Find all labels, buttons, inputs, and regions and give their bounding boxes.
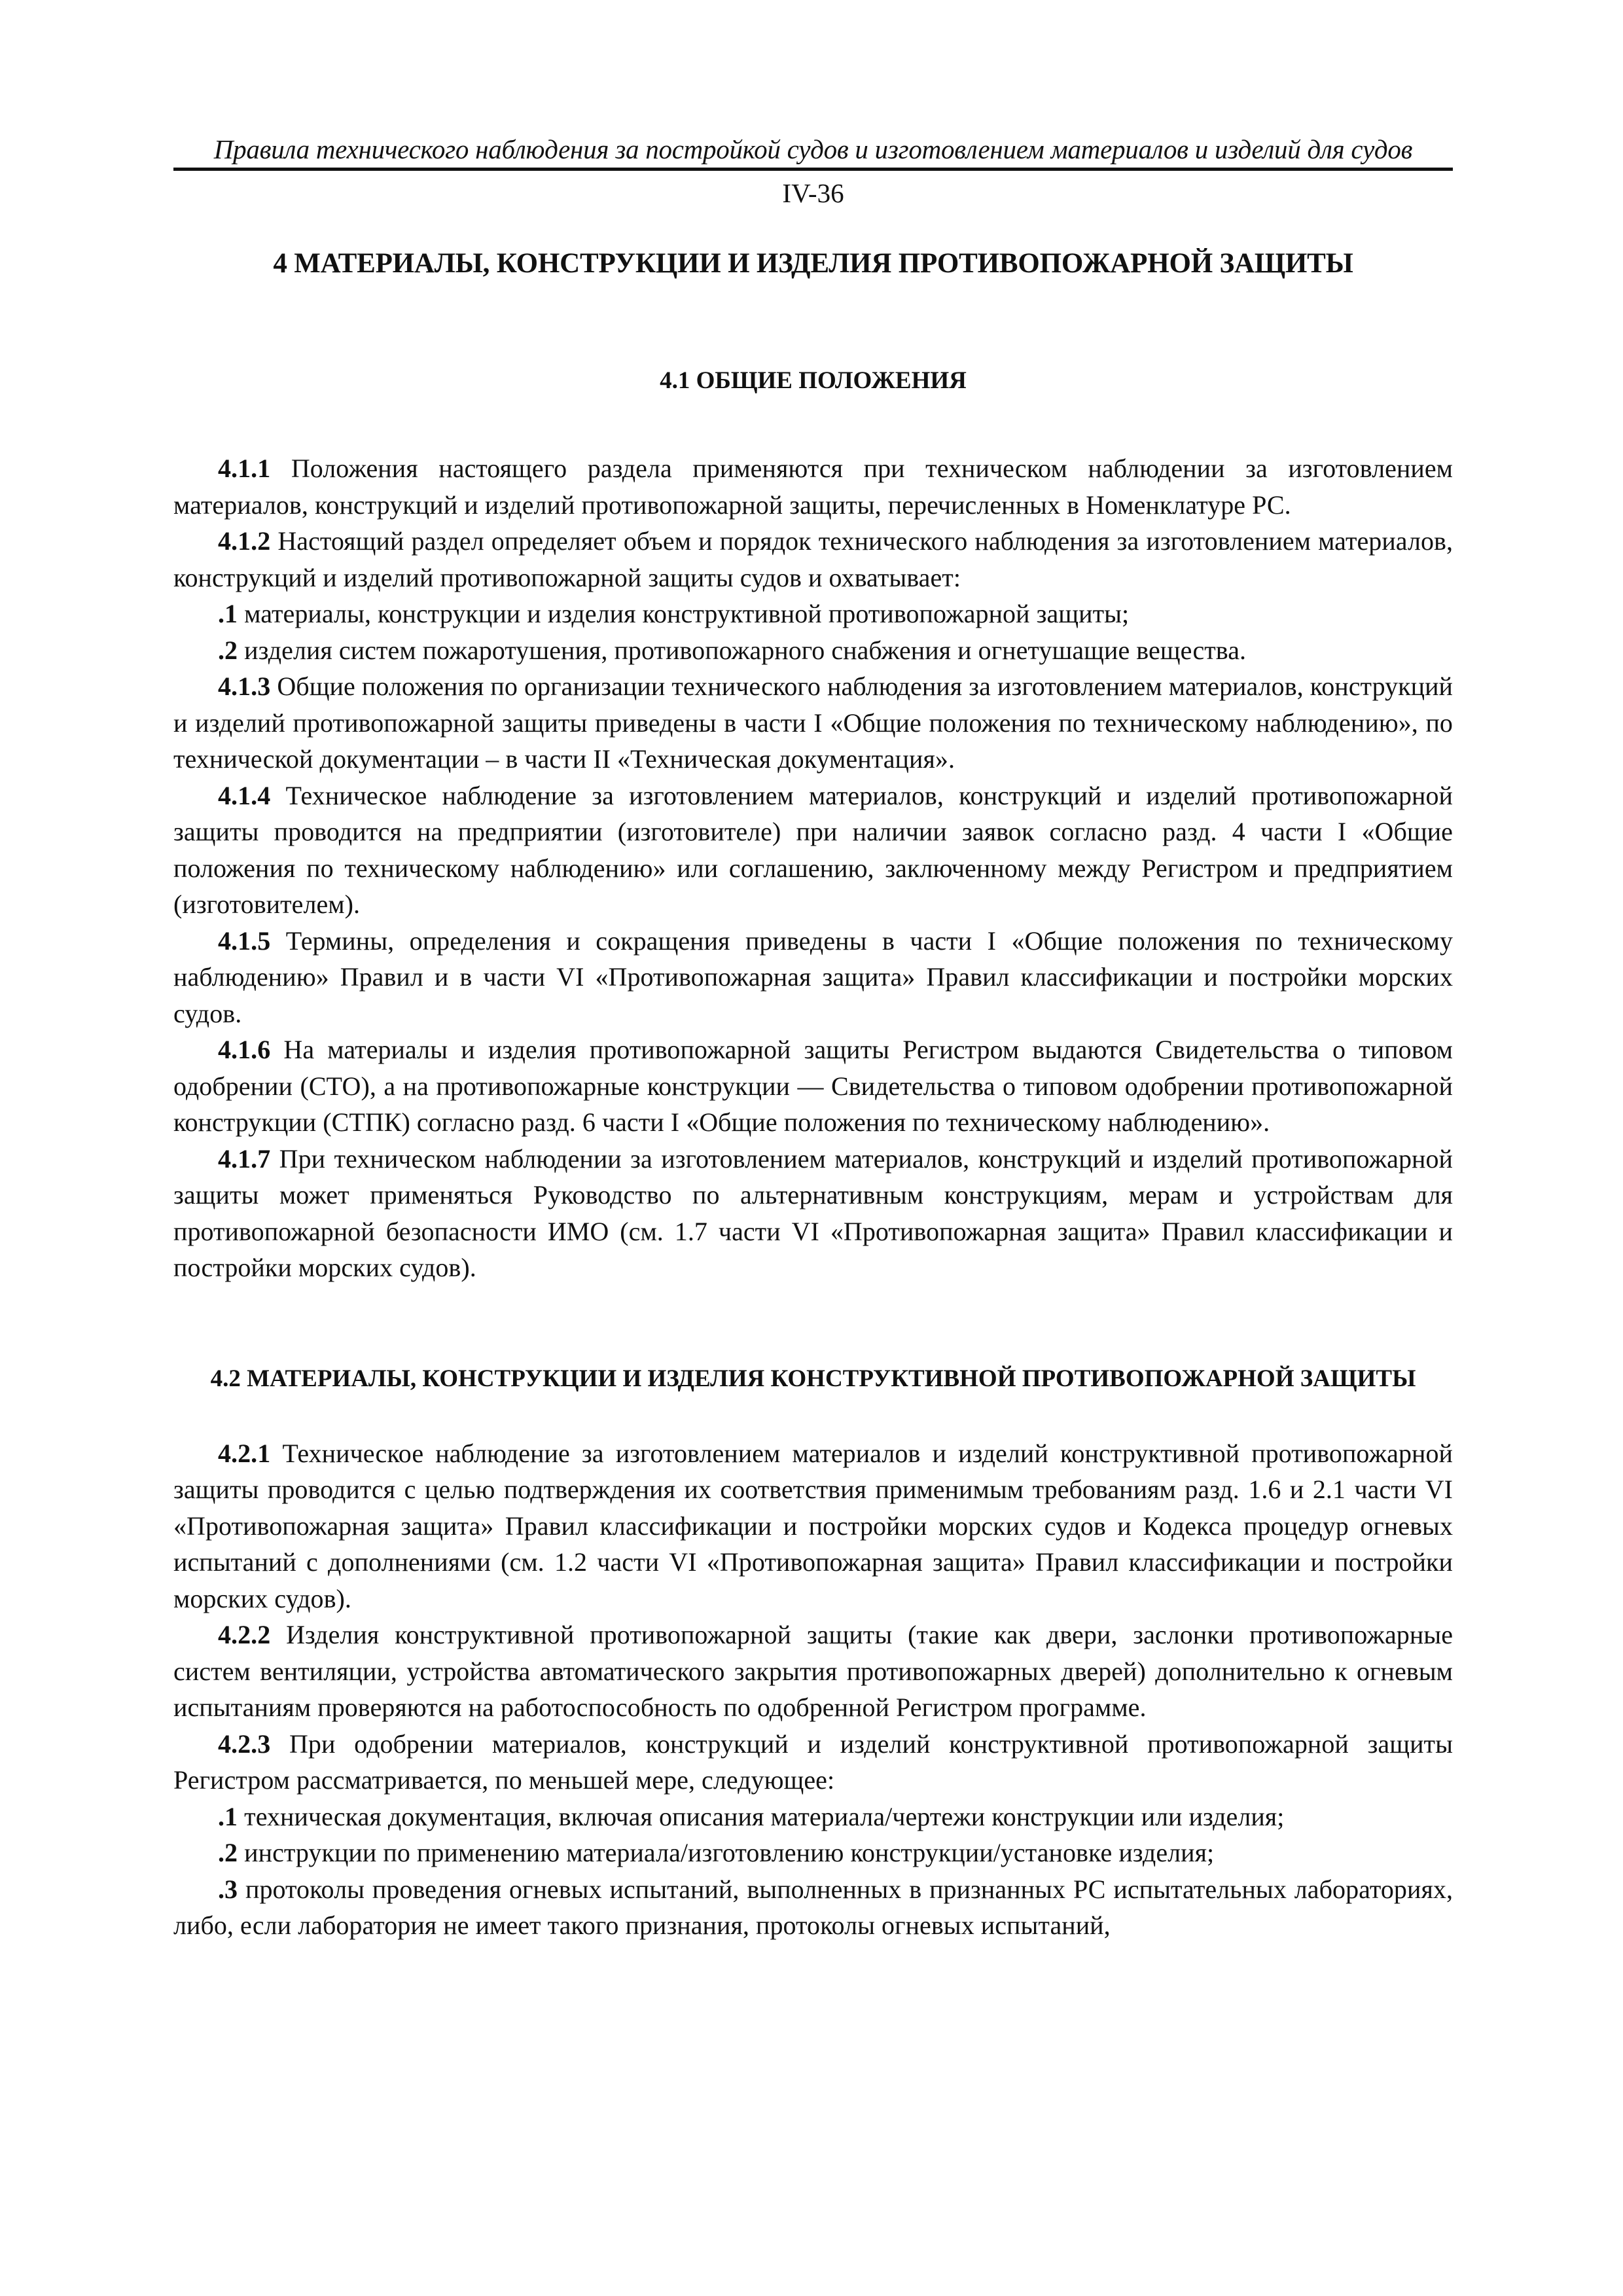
list-item [173, 1871, 1453, 1944]
clause-text: Изделия конструктивной противопожарной защиты (такие как двери, заслонки противопожарные систем вентиляции, устройства автоматического закрытия противопожарных дверей) дополнительно к огневым испытаниям проверяются на работоспособность по одобренной Регистром программе. [173, 1620, 1453, 1722]
item-number: .1 [218, 1801, 238, 1831]
paragraph [173, 450, 1453, 523]
clause-text: Техническое наблюдение за изготовлением материалов, конструкций и изделий противопожарной защиты проводится на предприятии (изготовителе) при наличии заявок согласно разд. 4 части I «Общие положения по техническому наблюдению» или соглашению, заключенному между Регистром и предприятием (изготовителем). [173, 780, 1453, 919]
clause-text: При одобрении материалов, конструкций и изделий конструктивной противопожарной защиты Регистром рассматривается, по меньшей мере, следующее: [173, 1729, 1453, 1795]
clause-number: 4.1.3 [218, 672, 271, 701]
chapter-title: 4 МАТЕРИАЛЫ, КОНСТРУКЦИИ И ИЗДЕЛИЯ ПРОТИВОПОЖАРНОЙ ЗАЩИТЫ [273, 248, 1353, 279]
running-header: Правила технического наблюдения за постройкой судов и изготовлением материалов и изделий для судов [213, 134, 1413, 164]
paragraph [173, 1141, 1453, 1286]
section-title: 4.2 МАТЕРИАЛЫ, КОНСТРУКЦИИ И ИЗДЕЛИЯ КОНСТРУКТИВНОЙ ПРОТИВОПОЖАРНОЙ ЗАЩИТЫ [210, 1365, 1416, 1392]
paragraph [173, 778, 1453, 923]
paragraph [173, 668, 1453, 778]
list-item [173, 1799, 1453, 1835]
section-title: 4.1 ОБЩИЕ ПОЛОЖЕНИЯ [660, 367, 967, 394]
document-page [173, 131, 1453, 1944]
paragraph [173, 923, 1453, 1032]
clause-number: 4.2.3 [218, 1729, 271, 1759]
item-text: протоколы проведения огневых испытаний, выполненных в признанных РС испытательных лабораториях, либо, если лаборатория не имеет такого признания, протоколы огневых испытаний, [173, 1874, 1453, 1940]
page-number: IV-36 [782, 178, 844, 208]
paragraph [173, 523, 1453, 596]
clause-text: Общие положения по организации технического наблюдения за изготовлением материалов, конструкций и изделий противопожарной защиты приведены в части I «Общие положения по техническому наблюдению», по технической документации – в части II «Техническая документация». [173, 672, 1453, 774]
header-rule [173, 168, 1453, 171]
item-text: материалы, конструкции и изделия конструктивной противопожарной защиты; [238, 599, 1130, 628]
clause-text: Термины, определения и сокращения приведены в части I «Общие положения по техническому наблюдению» Правил и в части VI «Противопожарная защита» Правил классификации и постройки морских судов. [173, 925, 1453, 1028]
clause-number: 4.1.1 [218, 454, 271, 483]
paragraph [173, 1435, 1453, 1617]
clause-number: 4.1.6 [218, 1035, 271, 1064]
clause-number: 4.2.1 [218, 1438, 271, 1468]
item-number: .2 [218, 1838, 238, 1867]
clause-number: 4.1.7 [218, 1143, 271, 1174]
clause-text: Настоящий раздел определяет объем и порядок технического наблюдения за изготовлением материалов, конструкций и изделий противопожарной защиты судов и охватывает: [173, 526, 1453, 592]
paragraph [173, 1617, 1453, 1726]
clause-text: При техническом наблюдении за изготовлением материалов, конструкций и изделий противопожарной защиты может применяться Руководство по альтернативным конструкциям, мерам и устройствам для противопожарной безопасности ИМО (см. 1.7 части VI «Противопожарная защита» Правил классификации и постройки морских судов). [173, 1143, 1453, 1282]
item-number: .2 [218, 635, 238, 665]
clause-text: На материалы и изделия противопожарной защиты Регистром выдаются Свидетельства о типовом одобрении (СТО), а на противопожарные конструкции — Свидетельства о типовом одобрении противопожарной конструкции (СТПК) согласно разд. 6 части I «Общие положения по техническому наблюдению». [173, 1035, 1453, 1137]
item-text: инструкции по применению материала/изготовлению конструкции/установке изделия; [238, 1838, 1215, 1867]
list-item [173, 632, 1453, 669]
clause-number: 4.1.4 [218, 780, 271, 810]
item-number: .3 [218, 1874, 238, 1904]
paragraph [173, 1031, 1453, 1141]
list-item [173, 596, 1453, 632]
clause-text: Положения настоящего раздела применяются при техническом наблюдении за изготовлением материалов, конструкций и изделий противопожарной защиты, перечисленных в Номенклатуре РС. [173, 454, 1453, 520]
item-text: изделия систем пожаротушения, противопожарного снабжения и огнетушащие вещества. [238, 635, 1247, 665]
clause-text: Техническое наблюдение за изготовлением материалов и изделий конструктивной противопожарной защиты проводится с целью подтверждения их соответствия применимым требованиям разд. 1.6 и 2.1 части VI «Противопожарная защита» Правил классификации и постройки морских судов и Кодекса процедур огневых испытаний с дополнениями (см. 1.2 части VI «Противопожарная защита» Правил классификации и постройки морских судов). [173, 1438, 1453, 1613]
list-item [173, 1835, 1453, 1871]
section-body [173, 450, 1453, 1286]
item-text: техническая документация, включая описания материала/чертежи конструкции или изделия; [238, 1801, 1285, 1831]
clause-number: 4.1.2 [218, 526, 271, 556]
section-body [173, 1435, 1453, 1944]
clause-number: 4.2.2 [218, 1620, 271, 1649]
paragraph [173, 1726, 1453, 1799]
clause-number: 4.1.5 [218, 925, 271, 956]
item-number: .1 [218, 599, 238, 628]
